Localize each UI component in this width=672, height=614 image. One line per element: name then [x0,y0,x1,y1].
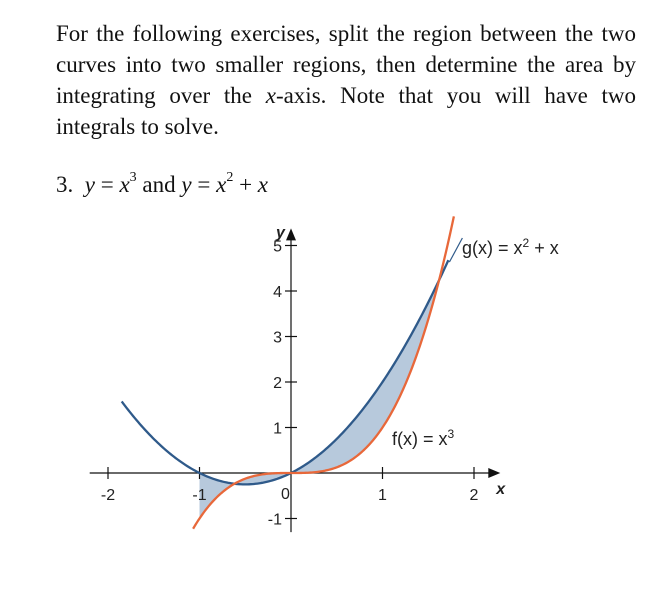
x-tick-label: 2 [469,487,479,504]
f-curve-label: f(x) = x$^3$ [392,427,455,449]
y-tick-label: 1 [273,420,282,438]
y-axis-name: y [276,224,285,242]
x-axis-arrow [488,468,500,478]
g-curve-label: g(x) = x$^2$ + x [462,236,559,258]
instructions-text-start: For the following exercises, split the region between the two curves into two smaller regions, then determine the area by integrating over the [56,21,636,108]
axes [90,228,501,532]
problem-number: 3. [56,172,74,197]
instructions-variable: x [265,83,276,108]
x-axis-name: x [496,481,506,498]
problem-x3: x [257,172,269,197]
problem-x2: x [216,172,227,197]
y-tick-label: 3 [273,329,282,347]
y-tick-label: 5 [273,238,282,256]
x-tick-label: -2 [100,487,116,504]
labels [101,224,559,528]
problem-exp1: 3 [129,170,137,185]
x-tick-label: 1 [378,487,387,504]
y-axis-arrow [286,228,296,240]
origin-label: 0 [281,486,290,503]
y-tick-label: -1 [267,511,282,529]
problem-conj: and [136,172,182,197]
problem-x1: x [119,172,130,197]
problem-eq2: = [191,172,217,197]
instructions-text-end: -axis. Note that you will have two integrals to solve. [56,83,636,139]
curve-f [193,216,454,528]
x-tick-label: -1 [192,487,207,504]
y-tick-label: 2 [273,375,282,392]
y-tick-label: 4 [273,284,282,301]
problem-plus: + [233,172,258,197]
problem-eq1: = [94,172,120,197]
g-label-leader [449,238,462,262]
problem-y2: y [181,172,192,197]
problem-y1: y [84,172,95,197]
problem-exp2: 2 [226,170,234,185]
